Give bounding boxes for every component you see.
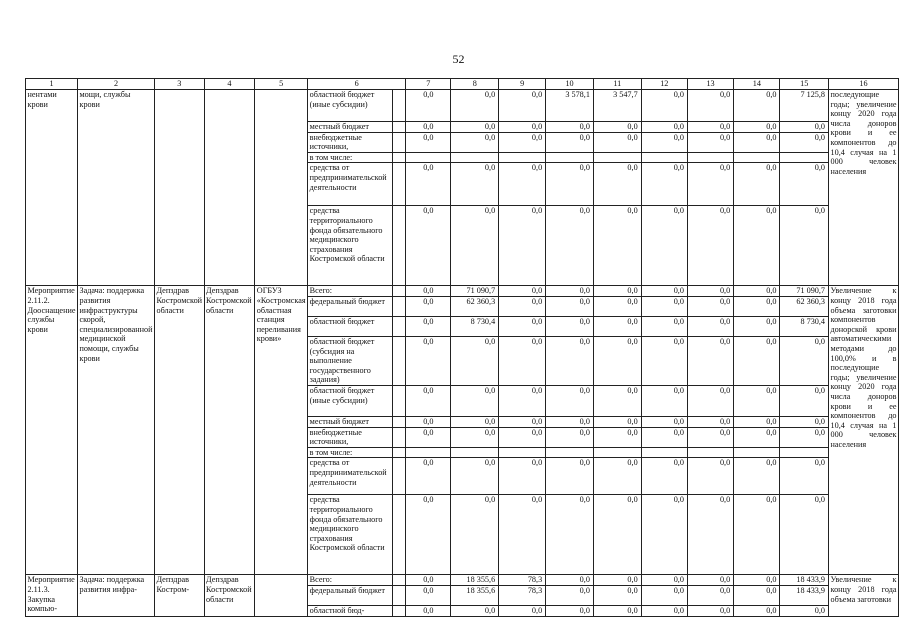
amount-cell: 0,0	[451, 385, 499, 416]
amount-cell: 0,0	[593, 458, 641, 495]
amount-cell	[451, 447, 499, 458]
amount-cell: 0,0	[734, 385, 780, 416]
amount-cell: 0,0	[593, 585, 641, 605]
measure-c2: мощи, службы крови	[77, 90, 154, 286]
amount-cell: 0,0	[687, 416, 733, 427]
amount-cell: 0,0	[641, 605, 687, 616]
amount-cell: 18 433,9	[780, 585, 829, 605]
amount-cell: 0,0	[780, 458, 829, 495]
amount-cell: 0,0	[593, 296, 641, 316]
amount-cell: 0,0	[593, 495, 641, 575]
amount-cell: 0,0	[593, 336, 641, 385]
table-row	[26, 90, 899, 122]
amount-cell: 0,0	[687, 585, 733, 605]
measure-c3: Депздрав Костром-	[155, 575, 205, 616]
spacer-cell	[393, 447, 406, 458]
column-number: 8	[451, 79, 499, 90]
funding-source-label: средства территориального фонда обязательного медицинского страхования Костромской области	[308, 206, 393, 286]
amount-cell: 0,0	[593, 132, 641, 152]
amount-cell	[546, 447, 594, 458]
amount-cell: 0,0	[499, 495, 546, 575]
amount-cell: 0,0	[499, 122, 546, 133]
expected-result: Увеличение к концу 2018 года объема заготовки	[829, 575, 899, 616]
spacer-cell	[393, 152, 406, 163]
amount-cell: 0,0	[780, 206, 829, 286]
amount-cell: 0,0	[546, 206, 594, 286]
expected-result: Увеличение к концу 2018 года объема заготовки компонентов донорской крови автоматическими методами до 100,0% и в последующие годы; увеличение концу 2020 года числа доноров крови и ее компонентов до 10,4 случая на 1 000 человек населения	[829, 286, 899, 575]
measure-c4: Депздрав Костромской области	[204, 575, 255, 616]
amount-cell: 0,0	[687, 316, 733, 336]
amount-cell	[499, 447, 546, 458]
amount-cell: 71 090,7	[780, 286, 829, 297]
measure-c4	[204, 90, 255, 286]
funding-source-label: внебюджетные источники,	[308, 427, 393, 447]
amount-cell: 0,0	[406, 90, 451, 122]
amount-cell: 0,0	[593, 605, 641, 616]
spacer-cell	[393, 605, 406, 616]
spacer-cell	[393, 575, 406, 586]
amount-cell: 0,0	[687, 122, 733, 133]
amount-cell: 0,0	[451, 495, 499, 575]
table-row	[26, 286, 899, 297]
funding-source-label: областной бюд-	[308, 605, 393, 616]
amount-cell: 0,0	[734, 286, 780, 297]
amount-cell: 71 090,7	[451, 286, 499, 297]
measure-c1: Мероприятие 2.11.3. Закупка компью-	[26, 575, 78, 616]
amount-cell	[687, 152, 733, 163]
amount-cell: 0,0	[687, 427, 733, 447]
amount-cell: 0,0	[641, 495, 687, 575]
expected-result: последующие годы; увеличение концу 2020 года числа доноров крови и ее компонентов до 10,4 случая на 1 000 человек населения	[829, 90, 899, 286]
amount-cell: 0,0	[593, 206, 641, 286]
amount-cell: 0,0	[406, 385, 451, 416]
column-number: 12	[641, 79, 687, 90]
amount-cell: 0,0	[593, 416, 641, 427]
measure-c2: Задача: поддержка развития инфра-	[77, 575, 154, 616]
amount-cell	[687, 447, 733, 458]
spacer-cell	[393, 163, 406, 206]
amount-cell: 0,0	[499, 286, 546, 297]
amount-cell: 0,0	[687, 163, 733, 206]
amount-cell: 0,0	[780, 122, 829, 133]
funding-source-label: областной бюджет (иные субсидии)	[308, 385, 393, 416]
measure-c3	[155, 90, 205, 286]
amount-cell: 18 355,6	[451, 585, 499, 605]
funding-source-label: Всего:	[308, 575, 393, 586]
column-number: 4	[204, 79, 255, 90]
column-number: 3	[155, 79, 205, 90]
amount-cell: 0,0	[780, 605, 829, 616]
amount-cell: 0,0	[641, 585, 687, 605]
amount-cell: 0,0	[499, 132, 546, 152]
amount-cell: 0,0	[687, 385, 733, 416]
amount-cell: 0,0	[641, 132, 687, 152]
amount-cell: 0,0	[406, 427, 451, 447]
amount-cell: 0,0	[451, 132, 499, 152]
spacer-cell	[393, 495, 406, 575]
measure-c5	[255, 575, 308, 616]
column-number: 10	[546, 79, 594, 90]
measure-c5: ОГБУЗ «Костромская областная станция переливания крови»	[255, 286, 308, 575]
amount-cell: 0,0	[734, 163, 780, 206]
amount-cell: 0,0	[499, 458, 546, 495]
spacer-cell	[393, 416, 406, 427]
amount-cell: 0,0	[641, 163, 687, 206]
amount-cell: 0,0	[406, 605, 451, 616]
column-number: 9	[499, 79, 546, 90]
amount-cell: 0,0	[687, 458, 733, 495]
column-number: 6	[308, 79, 406, 90]
amount-cell	[641, 152, 687, 163]
amount-cell: 0,0	[406, 585, 451, 605]
amount-cell: 0,0	[641, 296, 687, 316]
amount-cell: 0,0	[593, 575, 641, 586]
measure-c2: Задача: поддержка развития инфраструктуры скорой, специализированной медицинской помощи, службы крови	[77, 286, 154, 575]
amount-cell: 0,0	[499, 296, 546, 316]
amount-cell: 0,0	[451, 90, 499, 122]
funding-source-label: средства территориального фонда обязательного медицинского страхования Костромской области	[308, 495, 393, 575]
amount-cell: 62 360,3	[451, 296, 499, 316]
amount-cell: 7 125,8	[780, 90, 829, 122]
amount-cell: 0,0	[687, 575, 733, 586]
amount-cell: 0,0	[546, 286, 594, 297]
amount-cell: 0,0	[687, 286, 733, 297]
measure-c3: Депздрав Костромской области	[155, 286, 205, 575]
amount-cell: 0,0	[593, 122, 641, 133]
program-funding-table	[25, 78, 899, 617]
amount-cell: 78,3	[499, 585, 546, 605]
measure-c1: нентами крови	[26, 90, 78, 286]
amount-cell: 0,0	[687, 296, 733, 316]
amount-cell: 0,0	[780, 427, 829, 447]
amount-cell: 0,0	[780, 132, 829, 152]
amount-cell: 0,0	[451, 163, 499, 206]
amount-cell: 0,0	[546, 163, 594, 206]
amount-cell: 0,0	[641, 427, 687, 447]
column-number: 14	[734, 79, 780, 90]
amount-cell: 0,0	[451, 427, 499, 447]
amount-cell: 0,0	[451, 605, 499, 616]
amount-cell: 0,0	[499, 206, 546, 286]
amount-cell: 0,0	[546, 122, 594, 133]
amount-cell: 0,0	[687, 336, 733, 385]
amount-cell: 0,0	[406, 163, 451, 206]
amount-cell: 0,0	[734, 605, 780, 616]
amount-cell: 0,0	[546, 132, 594, 152]
spacer-cell	[393, 585, 406, 605]
amount-cell: 0,0	[780, 416, 829, 427]
amount-cell: 0,0	[406, 416, 451, 427]
amount-cell: 0,0	[641, 385, 687, 416]
amount-cell: 0,0	[593, 316, 641, 336]
amount-cell: 0,0	[780, 336, 829, 385]
amount-cell: 0,0	[641, 206, 687, 286]
amount-cell: 0,0	[546, 585, 594, 605]
amount-cell: 0,0	[687, 90, 733, 122]
amount-cell: 0,0	[406, 575, 451, 586]
spacer-cell	[393, 132, 406, 152]
amount-cell: 0,0	[734, 90, 780, 122]
spacer-cell	[393, 316, 406, 336]
amount-cell: 62 360,3	[780, 296, 829, 316]
amount-cell: 0,0	[641, 316, 687, 336]
amount-cell: 0,0	[546, 316, 594, 336]
amount-cell: 78,3	[499, 575, 546, 586]
amount-cell: 0,0	[734, 575, 780, 586]
amount-cell	[406, 152, 451, 163]
funding-source-label: областной бюджет (иные субсидии)	[308, 90, 393, 122]
amount-cell: 0,0	[546, 296, 594, 316]
amount-cell: 8 730,4	[451, 316, 499, 336]
column-number: 5	[255, 79, 308, 90]
funding-source-label: местный бюджет	[308, 122, 393, 133]
amount-cell: 0,0	[499, 90, 546, 122]
amount-cell: 0,0	[641, 575, 687, 586]
spacer-cell	[393, 90, 406, 122]
amount-cell: 0,0	[593, 427, 641, 447]
amount-cell: 0,0	[546, 458, 594, 495]
amount-cell: 0,0	[687, 132, 733, 152]
page-number: 52	[452, 52, 465, 66]
funding-source-label: в том числе:	[308, 447, 393, 458]
amount-cell: 0,0	[546, 427, 594, 447]
funding-source-label: внебюджетные источники,	[308, 132, 393, 152]
spacer-cell	[393, 206, 406, 286]
header-row	[26, 79, 899, 90]
amount-cell: 0,0	[734, 206, 780, 286]
amount-cell: 0,0	[734, 458, 780, 495]
amount-cell	[780, 152, 829, 163]
funding-source-label: федеральный бюджет	[308, 296, 393, 316]
amount-cell: 3 547,7	[593, 90, 641, 122]
amount-cell: 3 578,1	[546, 90, 594, 122]
amount-cell: 0,0	[499, 416, 546, 427]
amount-cell	[734, 447, 780, 458]
amount-cell: 0,0	[780, 385, 829, 416]
spacer-cell	[393, 286, 406, 297]
amount-cell: 0,0	[406, 286, 451, 297]
funding-table	[25, 78, 899, 617]
measure-c4: Депздрав Костромской области	[204, 286, 255, 575]
amount-cell: 0,0	[687, 605, 733, 616]
amount-cell: 0,0	[499, 427, 546, 447]
funding-source-label: средства от предпринимательской деятельности	[308, 458, 393, 495]
amount-cell: 0,0	[687, 206, 733, 286]
amount-cell: 0,0	[641, 458, 687, 495]
amount-cell: 8 730,4	[780, 316, 829, 336]
amount-cell: 0,0	[780, 163, 829, 206]
amount-cell	[546, 152, 594, 163]
amount-cell	[406, 447, 451, 458]
amount-cell: 0,0	[406, 336, 451, 385]
amount-cell: 0,0	[546, 495, 594, 575]
funding-source-label: в том числе:	[308, 152, 393, 163]
column-number: 1	[26, 79, 78, 90]
spacer-cell	[393, 336, 406, 385]
amount-cell: 0,0	[734, 427, 780, 447]
amount-cell: 0,0	[546, 385, 594, 416]
amount-cell: 0,0	[593, 163, 641, 206]
funding-source-label: местный бюджет	[308, 416, 393, 427]
amount-cell: 0,0	[451, 336, 499, 385]
table-row	[26, 575, 899, 586]
spacer-cell	[393, 385, 406, 416]
amount-cell: 0,0	[406, 458, 451, 495]
amount-cell: 18 355,6	[451, 575, 499, 586]
amount-cell: 0,0	[593, 286, 641, 297]
amount-cell: 0,0	[406, 495, 451, 575]
column-number: 11	[593, 79, 641, 90]
amount-cell: 0,0	[734, 495, 780, 575]
amount-cell: 0,0	[406, 132, 451, 152]
spacer-cell	[393, 296, 406, 316]
amount-cell: 0,0	[406, 206, 451, 286]
amount-cell: 0,0	[406, 122, 451, 133]
funding-source-label: Всего:	[308, 286, 393, 297]
amount-cell: 0,0	[451, 122, 499, 133]
amount-cell: 0,0	[734, 585, 780, 605]
amount-cell	[499, 152, 546, 163]
amount-cell	[641, 447, 687, 458]
spacer-cell	[393, 122, 406, 133]
column-number: 2	[77, 79, 154, 90]
funding-source-label: средства от предпринимательской деятельности	[308, 163, 393, 206]
amount-cell: 0,0	[546, 336, 594, 385]
amount-cell: 0,0	[451, 458, 499, 495]
amount-cell: 0,0	[641, 122, 687, 133]
amount-cell: 0,0	[406, 316, 451, 336]
measure-c1: Мероприятие 2.11.2. Дооснащение службы крови	[26, 286, 78, 575]
column-number: 16	[829, 79, 899, 90]
column-number: 15	[780, 79, 829, 90]
amount-cell: 0,0	[734, 296, 780, 316]
amount-cell: 0,0	[499, 605, 546, 616]
spacer-cell	[393, 427, 406, 447]
amount-cell	[593, 152, 641, 163]
amount-cell: 0,0	[734, 122, 780, 133]
amount-cell: 0,0	[499, 336, 546, 385]
amount-cell: 0,0	[780, 495, 829, 575]
funding-source-label: областной бюджет	[308, 316, 393, 336]
amount-cell: 0,0	[499, 385, 546, 416]
amount-cell: 0,0	[499, 316, 546, 336]
amount-cell: 0,0	[546, 416, 594, 427]
amount-cell: 0,0	[734, 416, 780, 427]
amount-cell	[780, 447, 829, 458]
amount-cell: 0,0	[546, 605, 594, 616]
amount-cell: 0,0	[593, 385, 641, 416]
amount-cell: 18 433,9	[780, 575, 829, 586]
funding-source-label: областной бюджет (субсидия на выполнение государственного задания)	[308, 336, 393, 385]
column-number: 13	[687, 79, 733, 90]
amount-cell	[451, 152, 499, 163]
amount-cell: 0,0	[546, 575, 594, 586]
amount-cell: 0,0	[641, 336, 687, 385]
amount-cell: 0,0	[734, 132, 780, 152]
amount-cell: 0,0	[734, 316, 780, 336]
amount-cell: 0,0	[687, 495, 733, 575]
amount-cell: 0,0	[641, 286, 687, 297]
amount-cell	[734, 152, 780, 163]
measure-c5	[255, 90, 308, 286]
amount-cell	[593, 447, 641, 458]
amount-cell: 0,0	[734, 336, 780, 385]
amount-cell: 0,0	[641, 416, 687, 427]
funding-source-label: федеральный бюджет	[308, 585, 393, 605]
spacer-cell	[393, 458, 406, 495]
amount-cell: 0,0	[406, 296, 451, 316]
amount-cell: 0,0	[451, 416, 499, 427]
amount-cell: 0,0	[499, 163, 546, 206]
column-number: 7	[406, 79, 451, 90]
amount-cell: 0,0	[451, 206, 499, 286]
amount-cell: 0,0	[641, 90, 687, 122]
